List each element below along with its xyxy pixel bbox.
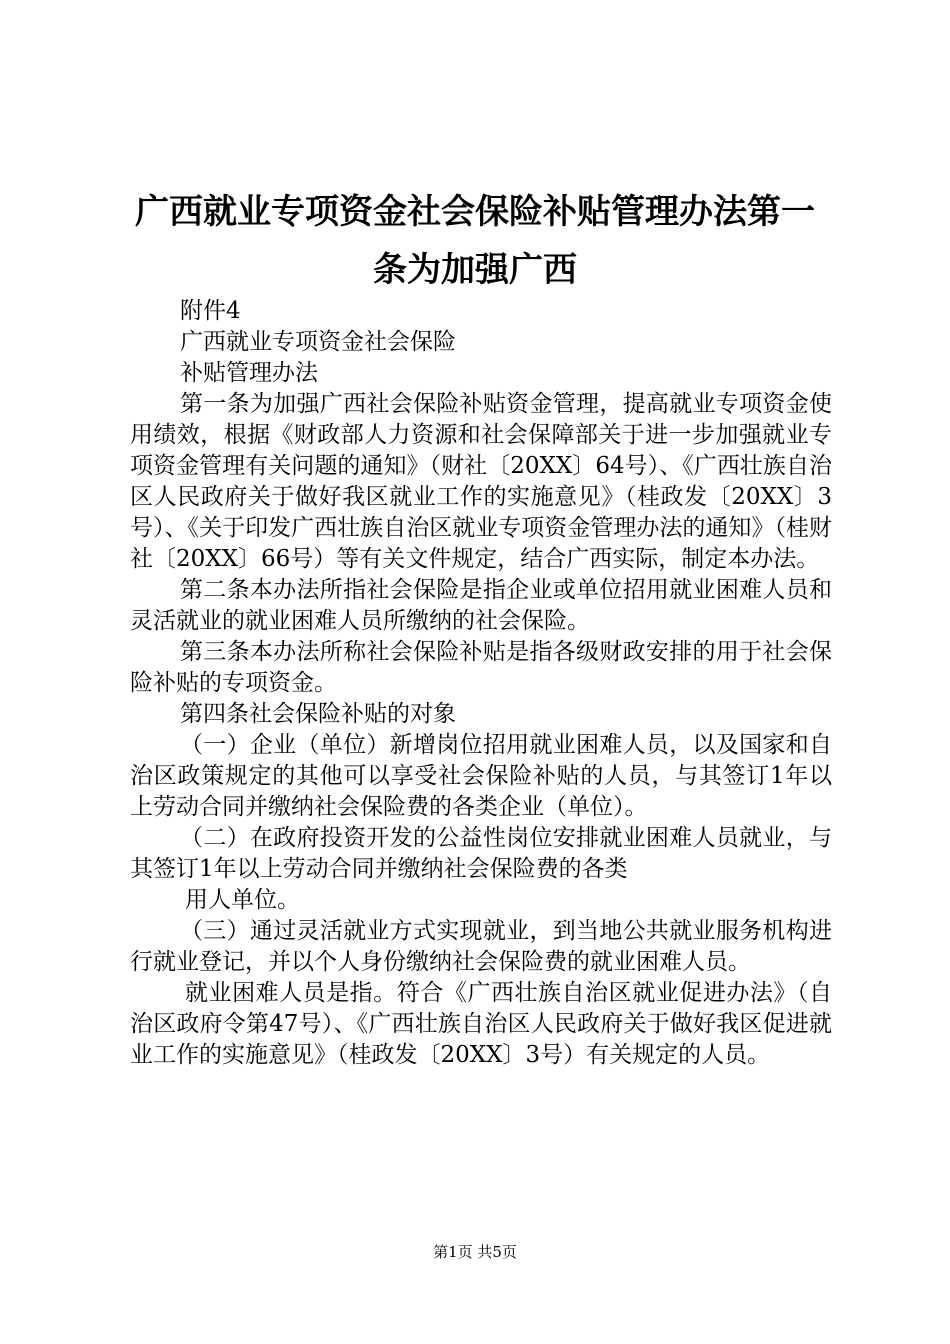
article-4-item-1: （一）企业（单位）新增岗位招用就业困难人员，以及国家和自治区政策规定的其他可以享受社会保险补贴的人员，与其签订1年以上劳动合同并缴纳社会保险费的各类企业（单位）。 (130, 732, 832, 820)
subtitle-line-2: 补贴管理办法 (180, 360, 318, 386)
article-4-item-2: （二）在政府投资开发的公益性岗位安排就业困难人员就业，与其签订1年以上劳动合同并缴纳社会保险费的各类 (130, 825, 832, 882)
document-body (130, 296, 832, 1071)
difficulty-definition: 就业困难人员是指。符合《广西壮族自治区就业促进办法》（自治区政府令第47号）、《广西壮族自治区人民政府关于做好我区促进就业工作的实施意见》（桂政发〔20XX〕3号）有关规定的人员。 (130, 980, 832, 1068)
article-1: 第一条为加强广西社会保险补贴资金管理，提高就业专项资金使用绩效，根据《财政部人力资源和社会保障部关于进一步加强就业专项资金管理有关问题的通知》（财社〔20XX〕64号）、《广西壮族自治区人民政府关于做好我区就业工作的实施意见》（桂政发〔20XX〕3号）、《关于印发广西壮族自治区就业专项资金管理办法的通知》（桂财社〔20XX〕66号）等有关文件规定，结合广西实际，制定本办法。 (130, 391, 832, 572)
document-title: 广西就业专项资金社会保险补贴管理办法第一条为加强广西 (135, 192, 815, 290)
subtitle-line-1: 广西就业专项资金社会保险 (180, 329, 456, 355)
article-3: 第三条本办法所称社会保险补贴是指各级财政安排的用于社会保险补贴的专项资金。 (130, 639, 832, 696)
article-4-item-3: （三）通过灵活就业方式实现就业，到当地公共就业服务机构进行就业登记，并以个人身份缴纳社会保险费的就业困难人员。 (130, 918, 832, 975)
attachment-label: 附件4 (180, 298, 241, 324)
article-4-item-2-continued: 用人单位。 (185, 887, 300, 913)
article-2: 第二条本办法所指社会保险是指企业或单位招用就业困难人员和灵活就业的就业困难人员所缴纳的社会保险。 (130, 577, 832, 634)
article-4-heading: 第四条社会保险补贴的对象 (180, 701, 456, 727)
page-indicator: 第1页 共5页 (433, 1243, 517, 1261)
